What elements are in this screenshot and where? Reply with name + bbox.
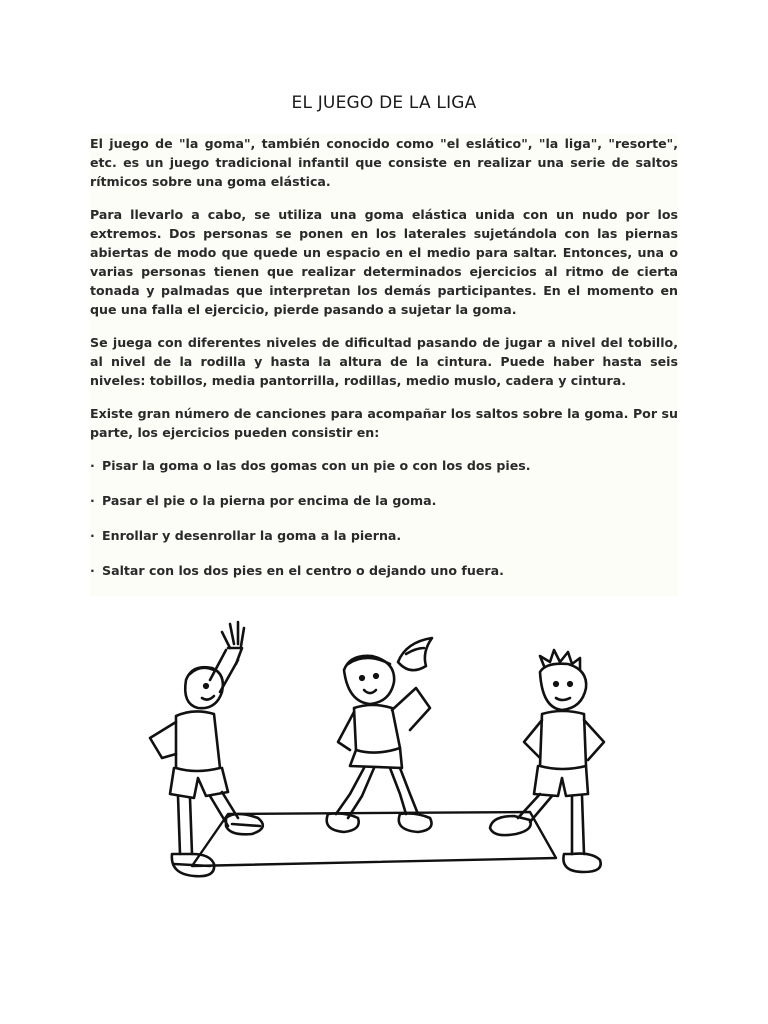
list-item-text: Pasar el pie o la pierna por encima de la goma. (102, 493, 437, 508)
list-item-text: Pisar la goma o las dos gomas con un pie o con los dos pies. (102, 458, 531, 473)
bullet-marker: · (90, 563, 95, 578)
bullet-marker: · (90, 458, 95, 473)
bullet-marker: · (90, 528, 95, 543)
elastic-rope (192, 812, 556, 866)
list-item (90, 456, 678, 475)
paragraph: Existe gran número de canciones para acompañar los saltos sobre la goma. Por su parte, los ejercicios pueden consistir en: (90, 406, 678, 440)
right-child-figure (490, 650, 604, 872)
paragraph: Para llevarlo a cabo, se utiliza una goma elástica unida con un nudo por los extremos. Dos personas se ponen en los laterales sujetándola con las piernas abiertas de modo que quede un espacio en el medio para saltar. Entonces, una o varias personas tienen que realizar determinados ejercicios al ritmo de cierta tonada y palmadas que interpretan los demás participantes. En el momento en que una falla el ejercicio, pierde pasando a sujetar la goma. (90, 207, 678, 317)
paragraph: Se juega con diferentes niveles de dificultad pasando de jugar a nivel del tobillo, al nivel de la rodilla y hasta la altura de la cintura. Puede haber hasta seis niveles: tobillos, media pantorrilla, rodillas, medio muslo, cadera y cintura. (90, 335, 678, 388)
list-item (90, 561, 678, 580)
article-body (90, 134, 678, 596)
bullet-marker: · (90, 493, 95, 508)
list-item (90, 491, 678, 510)
middle-child-figure (327, 638, 432, 832)
list-item-text: Saltar con los dos pies en el centro o dejando uno fuera. (102, 563, 504, 578)
list-item-text: Enrollar y desenrollar la goma a la pierna. (102, 528, 402, 543)
left-child-figure (150, 622, 263, 876)
paragraph: El juego de "la goma", también conocido como "el eslático", "la liga", "resorte", etc. es un juego tradicional infantil que consiste en realizar una serie de saltos rítmicos sobre una goma elástica. (90, 136, 678, 189)
page-title: EL JUEGO DE LA LIGA (291, 93, 477, 113)
list-item (90, 526, 678, 545)
children-playing-illustration (110, 618, 650, 898)
